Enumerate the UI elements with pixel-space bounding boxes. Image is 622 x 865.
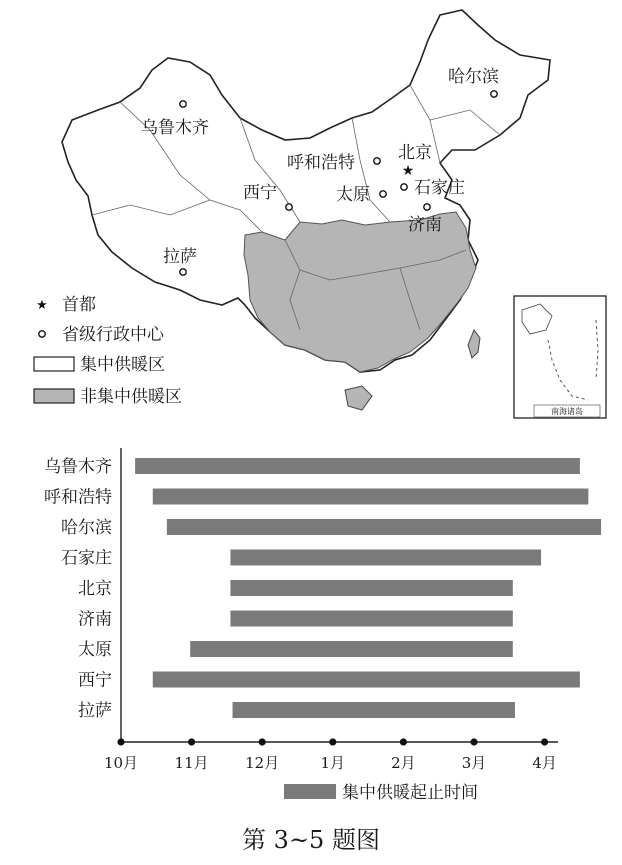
tick-label-6: 4月 — [532, 754, 557, 772]
bar-5 — [230, 611, 512, 627]
tick-dot-5 — [470, 738, 477, 745]
city-label-lhasa: 拉萨 — [163, 247, 197, 267]
legend-central-swatch — [34, 357, 74, 371]
city-label-urumqi: 乌鲁木齐 — [141, 118, 209, 138]
legend-noncentral-label: 非集中供暖区 — [80, 387, 182, 407]
tick-dot-2 — [259, 738, 266, 745]
tick-dot-0 — [117, 738, 124, 745]
marker-xining — [286, 204, 292, 210]
tick-dot-6 — [541, 738, 548, 745]
bar-3 — [230, 550, 541, 566]
chart-legend-swatch — [284, 784, 336, 799]
category-label-8: 拉萨 — [78, 701, 112, 721]
category-label-7: 西宁 — [78, 670, 112, 691]
city-label-xining: 西宁 — [243, 183, 277, 203]
bar-2 — [167, 519, 601, 535]
marker-beijing-star: ★ — [401, 163, 415, 179]
south-china-sea-inset — [514, 296, 606, 418]
tick-label-4: 2月 — [391, 754, 416, 772]
taiwan-island — [468, 330, 480, 358]
bar-4 — [230, 580, 512, 596]
category-label-3: 石家庄 — [61, 548, 112, 569]
category-label-0: 乌鲁木齐 — [44, 457, 112, 477]
tick-dot-4 — [400, 738, 407, 745]
category-label-4: 北京 — [78, 579, 112, 599]
marker-urumqi — [180, 101, 186, 107]
tick-label-0: 10月 — [103, 754, 139, 772]
category-label-1: 呼和浩特 — [44, 487, 112, 508]
marker-jinan — [424, 204, 430, 210]
marker-shijiazhuang — [401, 184, 407, 190]
category-label-6: 太原 — [78, 640, 112, 660]
heating-period-chart — [44, 448, 601, 772]
chart-ticks — [104, 738, 557, 772]
tick-label-5: 3月 — [461, 754, 487, 772]
tick-label-1: 11月 — [174, 754, 209, 772]
category-label-2: 哈尔滨 — [61, 518, 112, 538]
city-label-harbin: 哈尔滨 — [448, 67, 499, 87]
tick-label-2: 12月 — [245, 754, 280, 772]
bar-8 — [233, 702, 515, 718]
legend-capital-label: 首都 — [62, 295, 96, 315]
chart-legend-label: 集中供暖起止时间 — [342, 783, 478, 803]
inset-label: 南海诸岛 — [551, 407, 583, 416]
marker-hohhot — [374, 158, 380, 164]
tick-dot-1 — [188, 738, 195, 745]
chart-category-labels — [44, 457, 112, 721]
city-label-beijing: 北京 — [398, 143, 432, 163]
city-label-shijiazhuang: 石家庄 — [414, 178, 465, 198]
hainan-island — [345, 386, 372, 410]
chart-bars — [135, 458, 601, 718]
category-label-5: 济南 — [78, 609, 112, 630]
city-label-taiyuan: 太原 — [336, 185, 370, 205]
bar-0 — [135, 458, 580, 474]
tick-label-3: 1月 — [320, 754, 346, 772]
legend-noncentral-swatch — [34, 389, 74, 403]
legend-central-label: 集中供暖区 — [80, 355, 165, 375]
marker-taiyuan — [380, 191, 386, 197]
legend-circle-icon — [39, 331, 45, 337]
map-legend — [34, 295, 182, 407]
legend-star-icon: ★ — [36, 298, 48, 313]
figure-caption: 第 3~5 题图 — [242, 826, 380, 854]
tick-dot-3 — [329, 738, 336, 745]
bar-7 — [153, 672, 580, 688]
bar-1 — [153, 489, 589, 505]
marker-lhasa — [180, 269, 186, 275]
chart-legend — [284, 783, 478, 803]
city-label-jinan: 济南 — [408, 215, 442, 235]
city-label-hohhot: 呼和浩特 — [287, 153, 355, 173]
legend-province-label: 省级行政中心 — [62, 325, 164, 345]
bar-6 — [190, 641, 513, 657]
marker-harbin — [491, 91, 497, 97]
